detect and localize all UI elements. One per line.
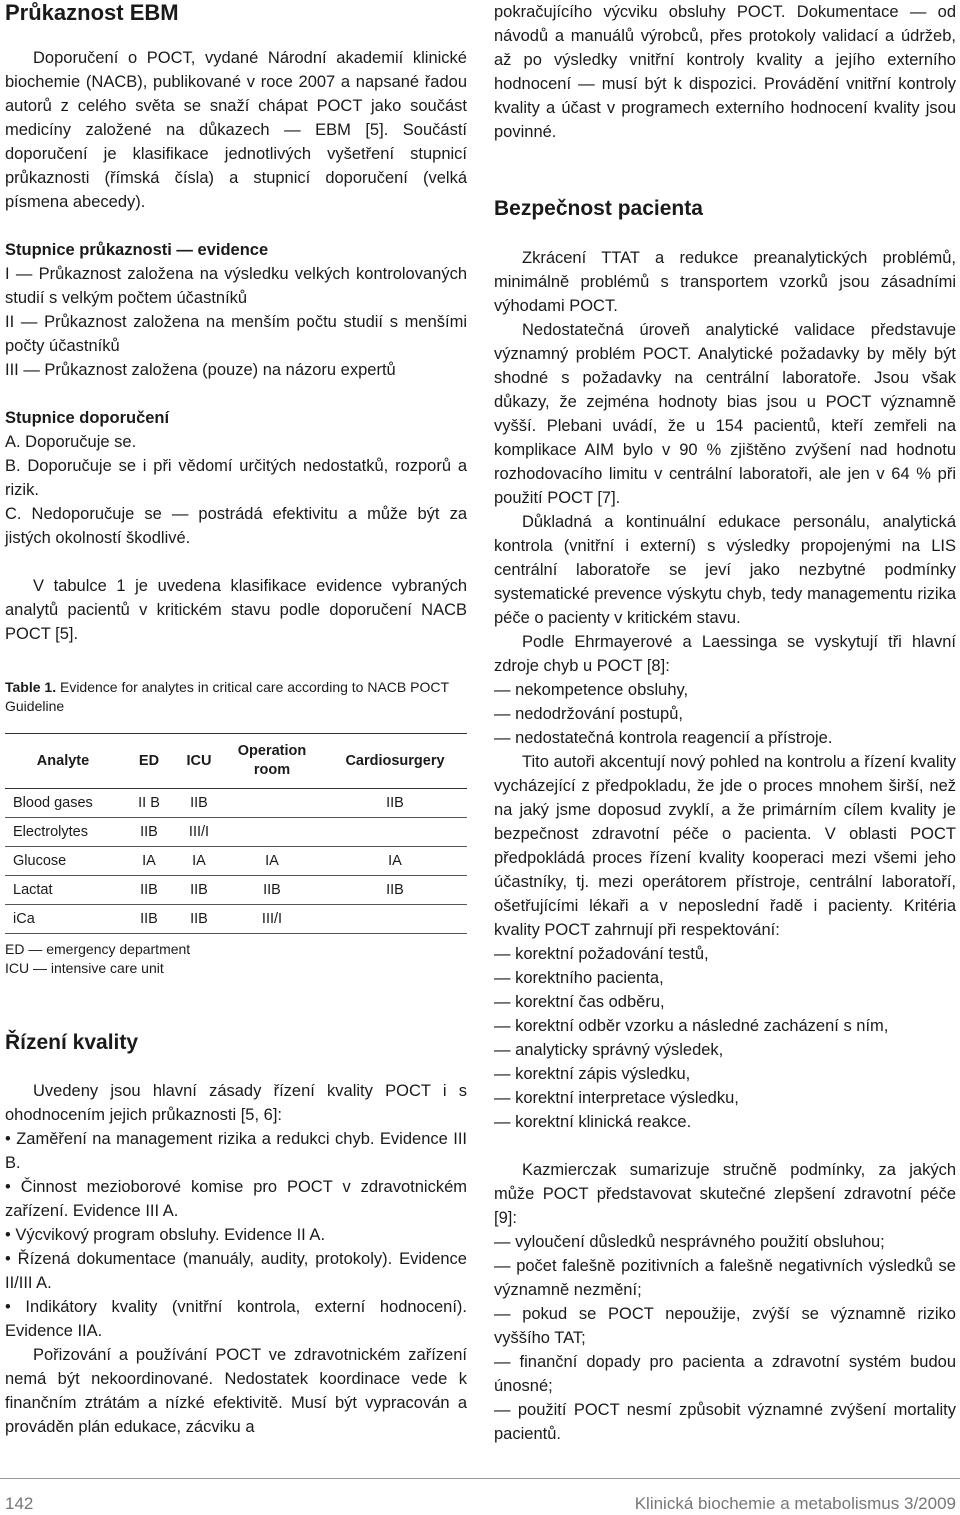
table-row [5,789,467,818]
kazmierczak-paragraph: Kazmierczak sumarizuje stručně podmínky, za jakých může POCT představovat skutečné zlepšení zdravotní péče [9]: [494,1161,956,1227]
recommendation-scale-heading: Stupnice doporučení [5,409,170,427]
criteria-item-8: — korektní klinická reakce. [494,1113,692,1131]
criteria-item-3: — korektní čas odběru, [494,993,665,1011]
criteria-item-5: — analyticky správný výsledek, [494,1041,724,1059]
quality-item-1: • Zaměření na management rizika a redukci chyb. Evidence III B. [5,1130,467,1172]
cell: IA [221,847,323,876]
cell: IIB [177,789,221,818]
header-cardiosurgery: Cardiosurgery [323,734,467,789]
quality-item-2: • Činnost mezioborové komise pro POCT v zdravotnickém zařízení. Evidence III A. [5,1178,467,1220]
cell: IIB [323,789,467,818]
quality-item-5: • Indikátory kvality (vnitřní kontrola, externí hodnocení). Evidence IIA. [5,1298,467,1340]
table-intro-paragraph: V tabulce 1 je uvedena klasifikace evidence vybraných analytů pacientů v kritickém stavu podle doporučení NACB POCT [5]. [5,577,467,643]
quality-intro-paragraph: Uvedeny jsou hlavní zásady řízení kvality POCT i s ohodnocením jejich průkaznosti [5, 6]: [5,1082,467,1124]
evidence-table [5,733,467,934]
table-caption [5,678,467,716]
cell: IA [323,847,467,876]
table-note-ed: ED — emergency department [5,941,191,957]
safety-paragraph-1: Zkrácení TTAT a redukce preanalytických problémů, minimálně problémů s transportem vzorků jsou zásadními výhodami POCT. [494,249,956,315]
footer-divider [0,1478,960,1479]
table-row [5,847,467,876]
table-row [5,876,467,905]
header-ed: ED [121,734,177,789]
cell: III/I [177,818,221,847]
error-source-3: — nedostatečná kontrola reagencií a přístroje. [494,729,833,747]
cell: Glucose [5,847,121,876]
table-caption-label: Table 1. [5,679,57,695]
cell: IIB [121,876,177,905]
cell: IA [177,847,221,876]
section-title-patient-safety: Bezpečnost pacienta [494,197,703,220]
cell: Blood gases [5,789,121,818]
condition-item-2: — počet falešně pozitivních a falešně negativních výsledků se významně nezmění; [494,1257,956,1299]
criteria-item-1: — korektní požadování testů, [494,945,709,963]
cell: Lactat [5,876,121,905]
criteria-item-4: — korektní odběr vzorku a následné zacházení s ním, [494,1017,889,1035]
cell: Electrolytes [5,818,121,847]
criteria-item-2: — korektního pacienta, [494,969,664,987]
safety-paragraph-2: Nedostatečná úroveň analytické validace představuje významný problém POCT. Analytické požadavky by měly být shodné s požadavky na centrální laboratoře. Jsou však důkazy, že zejména hodnoty bias jsou u POCT významně vyšší. Plebani uvádí, že u 154 pacientů, kteří zemřeli na komplikace AIM bylo v 90 % zjištěno zvýšení nad hodnotu rozhodovacího limitu v centrální laboratoři, ale jen v 64 % při použití POCT [7]. [494,321,956,507]
header-icu: ICU [177,734,221,789]
table-row [5,818,467,847]
table-caption-text: Evidence for analytes in critical care according to NACB POCT Guideline [5,679,449,714]
cell: II B [121,789,177,818]
journal-name: Klinická biochemie a metabolismus 3/2009 [634,1494,956,1513]
evidence-level-2: II — Průkaznost založena na menším počtu studií s menšími počty účastníků [5,313,467,355]
right-column [494,0,956,1446]
section-title-quality: Řízení kvality [5,1031,139,1054]
evidence-level-1: I — Průkaznost založena na výsledku velkých kontrolovaných studií s velkým počtem účastníků [5,265,467,307]
section-title-evidence: Průkaznost EBM [5,0,179,25]
cell [323,818,467,847]
safety-paragraph-3: Důkladná a kontinuální edukace personálu, analytická kontrola (vnitřní i externí) s výsledky propojenými na LIS centrální laboratoře se jeví jako nezbytné podmínky systematické prevence výskytu chyb, tedy managementu rizika péče o pacienty v kritickém stavu. [494,513,956,627]
page-number: 142 [5,1494,34,1513]
header-operation-room: Operation room [221,734,323,789]
cell: iCa [5,905,121,934]
safety-paragraph-4: Podle Ehrmayerové a Laessinga se vyskytují tři hlavní zdroje chyb u POCT [8]: [494,633,956,675]
cell: IIB [121,818,177,847]
header-analyte: Analyte [5,734,121,789]
error-source-1: — nekompetence obsluhy, [494,681,689,699]
cell: IIB [323,876,467,905]
evidence-scale-heading: Stupnice průkaznosti — evidence [5,241,269,259]
recommendation-c: C. Nedoporučuje se — postrádá efektivitu a může být za jistých okolností škodlivé. [5,505,467,547]
evidence-level-3: III — Průkaznost založena (pouze) na názoru expertů [5,361,396,379]
cell [221,789,323,818]
criteria-item-7: — korektní interpretace výsledku, [494,1089,739,1107]
table-header-row [5,734,467,789]
quality-outro-paragraph: Pořizování a používání POCT ve zdravotnickém zařízení nemá být nekoordinované. Nedostatek koordinace vede k finančním ztrátám a nízké efektivitě. Musí být vypracován a prováděn plán edukace, zácviku a [5,1346,467,1436]
criteria-item-6: — korektní zápis výsledku, [494,1065,691,1083]
condition-item-5: — použití POCT nesmí způsobit významné zvýšení mortality pacientů. [494,1401,956,1443]
quality-item-3: • Výcvikový program obsluhy. Evidence II A. [5,1226,326,1244]
table-note-icu: ICU — intensive care unit [5,960,164,976]
continued-paragraph: pokračujícího výcviku obsluhy POCT. Dokumentace — od návodů a manuálů výrobců, přes protokoly validací a údržeb, až po výsledky vnitřní kontroly kvality a jejího externího hodnocení — musí být k dispozici. Provádění vnitřní kontroly kvality a účast v programech externího hodnocení kvality jsou povinné. [494,3,956,141]
quality-item-4: • Řízená dokumentace (manuály, audity, protokoly). Evidence II/III A. [5,1250,467,1292]
recommendation-a: A. Doporučuje se. [5,433,137,451]
recommendation-b: B. Doporučuje se i při vědomí určitých nedostatků, rozporů a rizik. [5,457,467,499]
error-source-2: — nedodržování postupů, [494,705,683,723]
cell: III/I [221,905,323,934]
cell: IIB [121,905,177,934]
intro-paragraph: Doporučení o POCT, vydané Národní akademií klinické biochemie (NACB), publikované v roce 2007 a napsané řadou autorů z celého světa se snaží chápat POCT jako součást medicíny založené na důkazech — EBM [5]. Součástí doporučení je klasifikace jednotlivých vyšetření stupnicí průkaznosti (římská čísla) a stupnicí doporučení (velká písmena abecedy). [5,49,467,211]
cell [221,818,323,847]
left-column [5,0,467,1439]
condition-item-1: — vyloučení důsledků nesprávného použití obsluhou; [494,1233,885,1251]
cell: IIB [177,876,221,905]
cell [323,905,467,934]
safety-paragraph-5: Tito autoři akcentují nový pohled na kontrolu a řízení kvality vycházející z předpokladu, že jde o proces mnohem širší, než na jaký jsme doposud zvyklí, a že primárním cílem kvality je bezpečnost zdravotní péče o pacienta. V oblasti POCT předpokládá proces řízení kvality kooperaci mezi všemi jeho účastníky, tj. mezi operátorem přístroje, centrální laboratoří, ošetřujícími lékaři a v neposlední řadě i pacienty. Kritéria kvality POCT zahrnují při respektování: [494,753,956,939]
cell: IIB [221,876,323,905]
condition-item-4: — finanční dopady pro pacienta a zdravotní systém budou únosné; [494,1353,956,1395]
condition-item-3: — pokud se POCT nepoužije, zvýší se významně riziko vyššího TAT; [494,1305,956,1347]
table-row [5,905,467,934]
cell: IA [121,847,177,876]
cell: IIB [177,905,221,934]
